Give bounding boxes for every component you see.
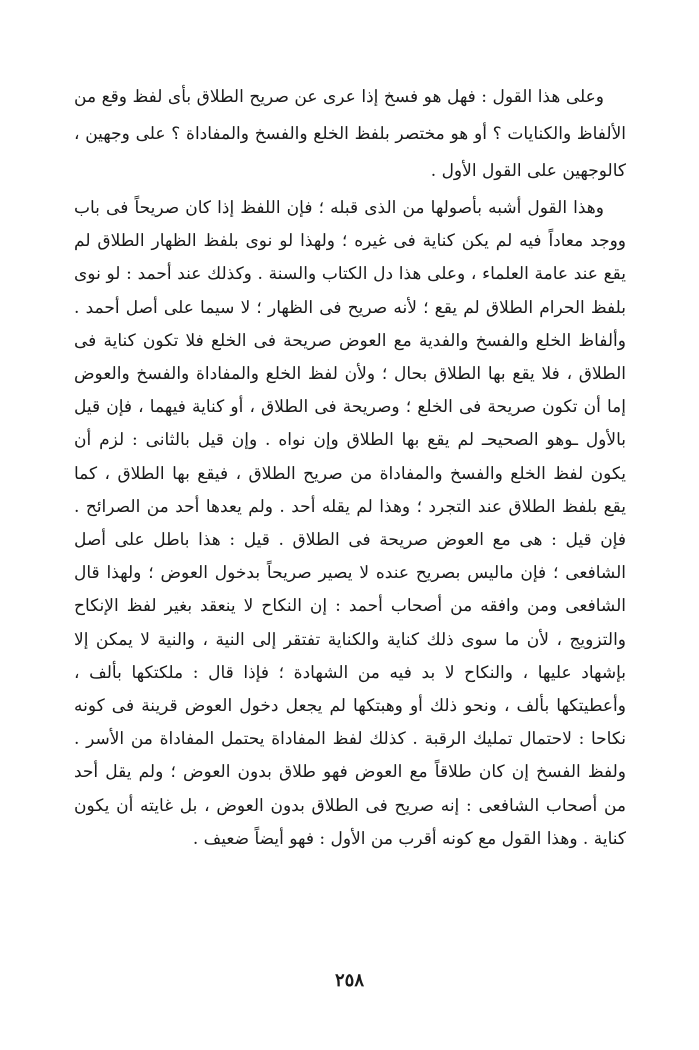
paragraph-1-text: وعلى هذا القول : فهل هو فسخ إذا عرى عن صريح الطلاق بأى لفظ وقع من الألفاظ والكنايات ؟ أو هو مختصر بلفظ الخلع والفسخ والمفاداة ؟ على وجهين ، كالوجهين على القول الأول . <box>74 87 626 181</box>
paragraph-1 <box>74 79 626 190</box>
paragraph-2 <box>74 192 626 856</box>
paragraph-2-text: وهذا القول أشبه بأصولها من الذى قبله ؛ فإن اللفظ إذا كان صريحاً فى باب ووجد معاداً فيه لم يكن كناية فى غيره ؛ ولهذا لو نوى بلفظ الظهار الطلاق لم يقع عند عامة العلماء ، وعلى هذا دل الكتاب والسنة . وكذلك عند أحمد : لو نوى بلفظ الحرام الطلاق لم يقع ؛ لأنه صريح فى الظهار ؛ لا سيما على أصل أحمد . وألفاظ الخلع والفسخ والفدية مع العوض صريحة فى الخلع فلا تكون كناية فى الطلاق ، فلا يقع بها الطلاق بحال ؛ ولأن لفظ الخلع والمفاداة والفسخ والعوض إما أن تكون صريحة فى الخلع ؛ وصريحة فى الطلاق ، أو كناية فيهما ، فإن قيل بالأول ـوهو الصحيحـ لم يقع بها الطلاق وإن نواه . وإن قيل بالثانى : لزم أن يكون لفظ الخلع والفسخ والمفاداة من صريح الطلاق ، فيقع بها الطلاق ، كما يقع بلفظ الطلاق عند التجرد ؛ وهذا لم يقله أحد . ولم يعدها أحد من الصرائح . فإن قيل : هى مع العوض صريحة فى الطلاق . قيل : هذا باطل على أصل الشافعى ؛ فإن ماليس بصريح عنده لا يصير صريحاً بدخول العوض ؛ ولهذا قال الشافعى ومن وافقه من أصحاب أحمد : إن النكاح لا ينعقد بغير لفظ الإنكاح والتزويج ، لأن ما سوى ذلك كناية والكناية تفتقر إلى النية ، والنية لا يمكن إلا بإشهاد عليها ، والنكاح لا بد فيه من الشهادة ؛ فإذا قال : ملكتكها بألف ، وأعطيتكها بألف ، ونحو ذلك أو وهبتكها لم يجعل دخول العوض قرينة فى كونه نكاحا : لاحتمال تمليك الرقبة . كذلك لفظ المفاداة يحتمل المفاداة من الأسر . ولفظ الفسخ إن كان طلاقاً مع العوض فهو طلاق بدون العوض ؛ ولم يقل أحد من أصحاب الشافعى : إنه صريح فى الطلاق بدون العوض ، بل غايته أن يكون كناية . وهذا القول مع كونه أقرب من الأول : فهو أيضاً ضعيف . <box>74 198 627 849</box>
page-number: ٢٥٨ <box>334 970 364 991</box>
